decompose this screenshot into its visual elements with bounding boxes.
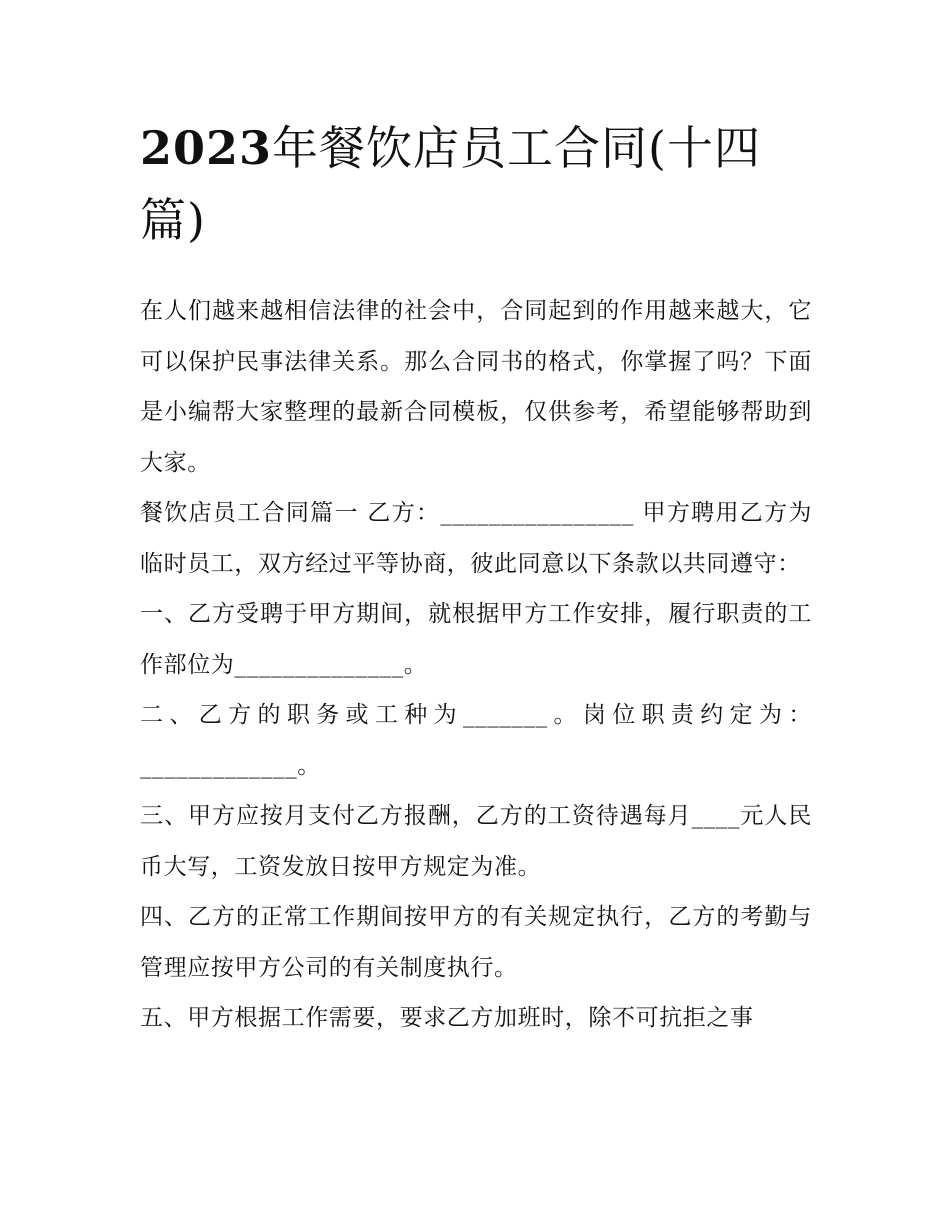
clause-two: 二、乙方的职务或工种为_______。岗位职责约定为：_____________。 [140,702,812,779]
title-text: 年餐饮店员工合同(十四篇) [140,121,761,247]
clause-one: 一、乙方受聘于甲方期间，就根据甲方工作安排，履行职责的工作部位为______________。 [140,601,812,678]
clause-five: 五、甲方根据工作需要，要求乙方加班时，除不可抗拒之事 [140,1005,754,1031]
clause-three: 三、甲方应按月支付乙方报酬，乙方的工资待遇每月____元人民币大写，工资发放日按甲方规定为准。 [140,803,812,880]
title-year: 2023 [140,121,273,175]
document-page [140,112,812,1044]
clause-four: 四、乙方的正常工作期间按甲方的有关规定执行，乙方的考勤与管理应按甲方公司的有关制度执行。 [140,904,812,981]
document-title [140,112,812,256]
intro-paragraph: 在人们越来越相信法律的社会中，合同起到的作用越来越大，它可以保护民事法律关系。那么合同书的格式，你掌握了吗？下面是小编帮大家整理的最新合同模板，仅供参考，希望能够帮助到大家。 [140,298,812,476]
contract-header-paragraph: 餐饮店员工合同篇一 乙方：________________ 甲方聘用乙方为临时员工，双方经过平等协商，彼此同意以下条款以共同遵守： [140,500,812,577]
